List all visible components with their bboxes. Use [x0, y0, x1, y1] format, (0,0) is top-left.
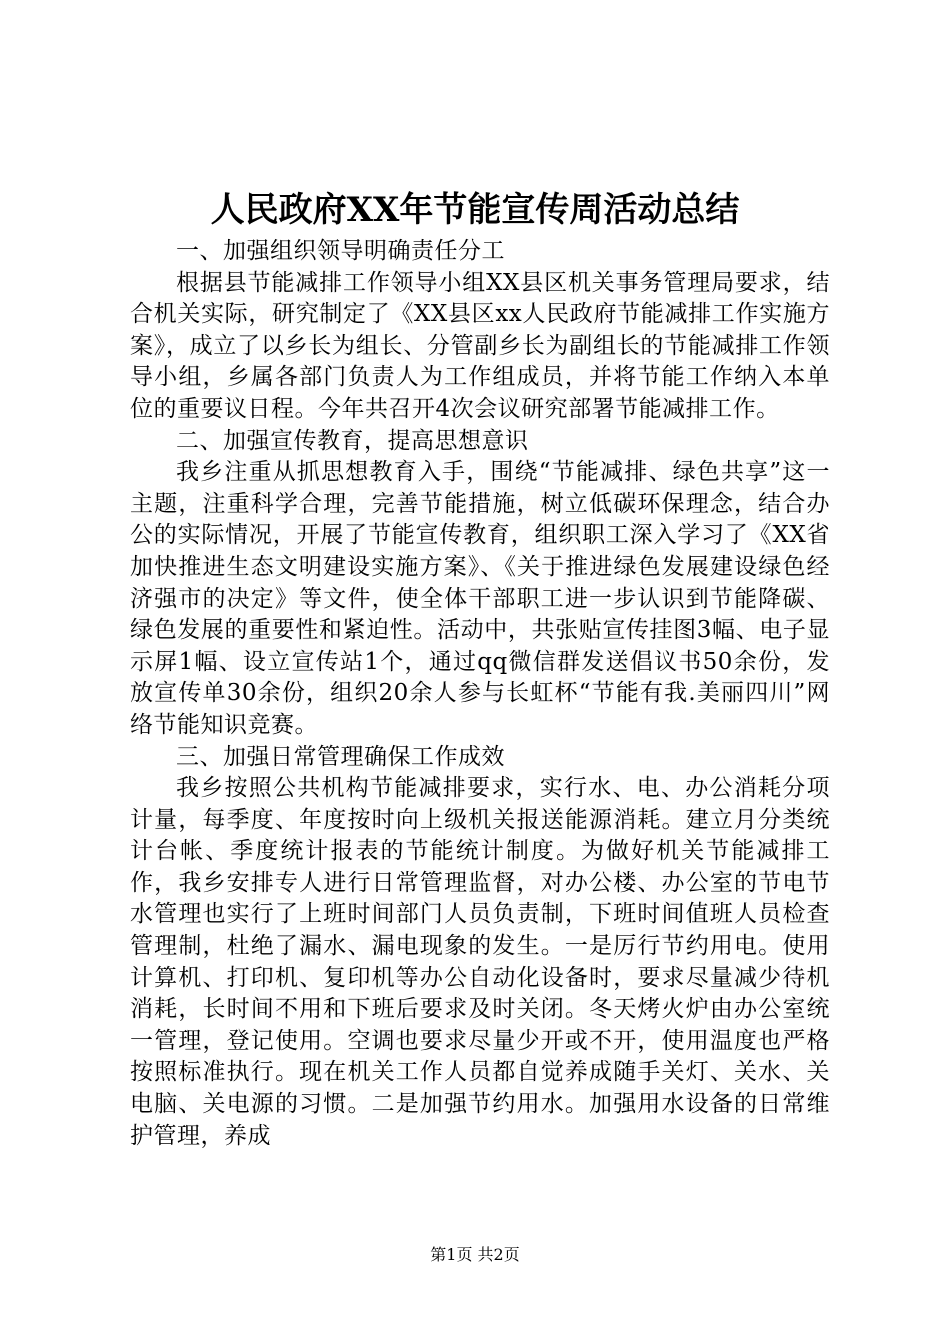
section-paragraph-1: 根据县节能减排工作领导小组XX县区机关事务管理局要求，结合机关实际，研究制定了《XX县区xx人民政府节能减排工作实施方案》，成立了以乡长为组长、分管副乡长为副组长的节能减排工作领导小组，乡属各部门负责人为工作组成员，并将节能工作纳入本单位的重要议日程。今年共召开4次会议研究部署节能减排工作。 [130, 269, 830, 422]
section-paragraph-3: 我乡按照公共机构节能减排要求，实行水、电、办公消耗分项计量，每季度、年度按时向上级机关报送能源消耗。建立月分类统计台帐、季度统计报表的节能统计制度。为做好机关节能减排工作，我乡安排专人进行日常管理监督，对办公楼、办公室的节电节水管理也实行了上班时间部门人员负责制，下班时间值班人员检查管理制，杜绝了漏水、漏电现象的发生。一是厉行节约用电。使用计算机、打印机、复印机等办公自动化设备时，要求尽量减少待机消耗，长时间不用和下班后要求及时关闭。冬天烤火炉由办公室统一管理，登记使用。空调也要求尽量少开或不开，使用温度也严格按照标准执行。现在机关工作人员都自觉养成随手关灯、关水、关电脑、关电源的习惯。二是加强节约用水。加强用水设备的日常维护管理，养成 [130, 775, 830, 1149]
section-heading-1: 一、加强组织领导明确责任分工 [176, 238, 505, 264]
document-body [130, 236, 830, 1152]
section-heading-3: 三、加强日常管理确保工作成效 [176, 743, 505, 770]
document-title: 人民政府XX年节能宣传周活动总结 [210, 190, 740, 230]
section-paragraph-2: 我乡注重从抓思想教育入手，围绕“节能减排、绿色共享”这一主题，注重科学合理，完善节能措施，树立低碳环保理念，结合办公的实际情况，开展了节能宣传教育，组织职工深入学习了《XX省加快推进生态文明建设实施方案》、《关于推进绿色发展建设绿色经济强市的决定》等文件，使全体干部职工进一步认识到节能降碳、绿色发展的重要性和紧迫性。活动中，共张贴宣传挂图3幅、电子显示屏1幅、设立宣传站1个，通过qq微信群发送倡议书50余份，发放宣传单30余份，组织20余人参与长虹杯“节能有我.美丽四川”网络节能知识竞赛。 [130, 459, 830, 738]
section-heading-2: 二、加强宣传教育，提高思想意识 [176, 427, 529, 454]
page-footer: 第1页 共2页 [430, 1245, 520, 1264]
